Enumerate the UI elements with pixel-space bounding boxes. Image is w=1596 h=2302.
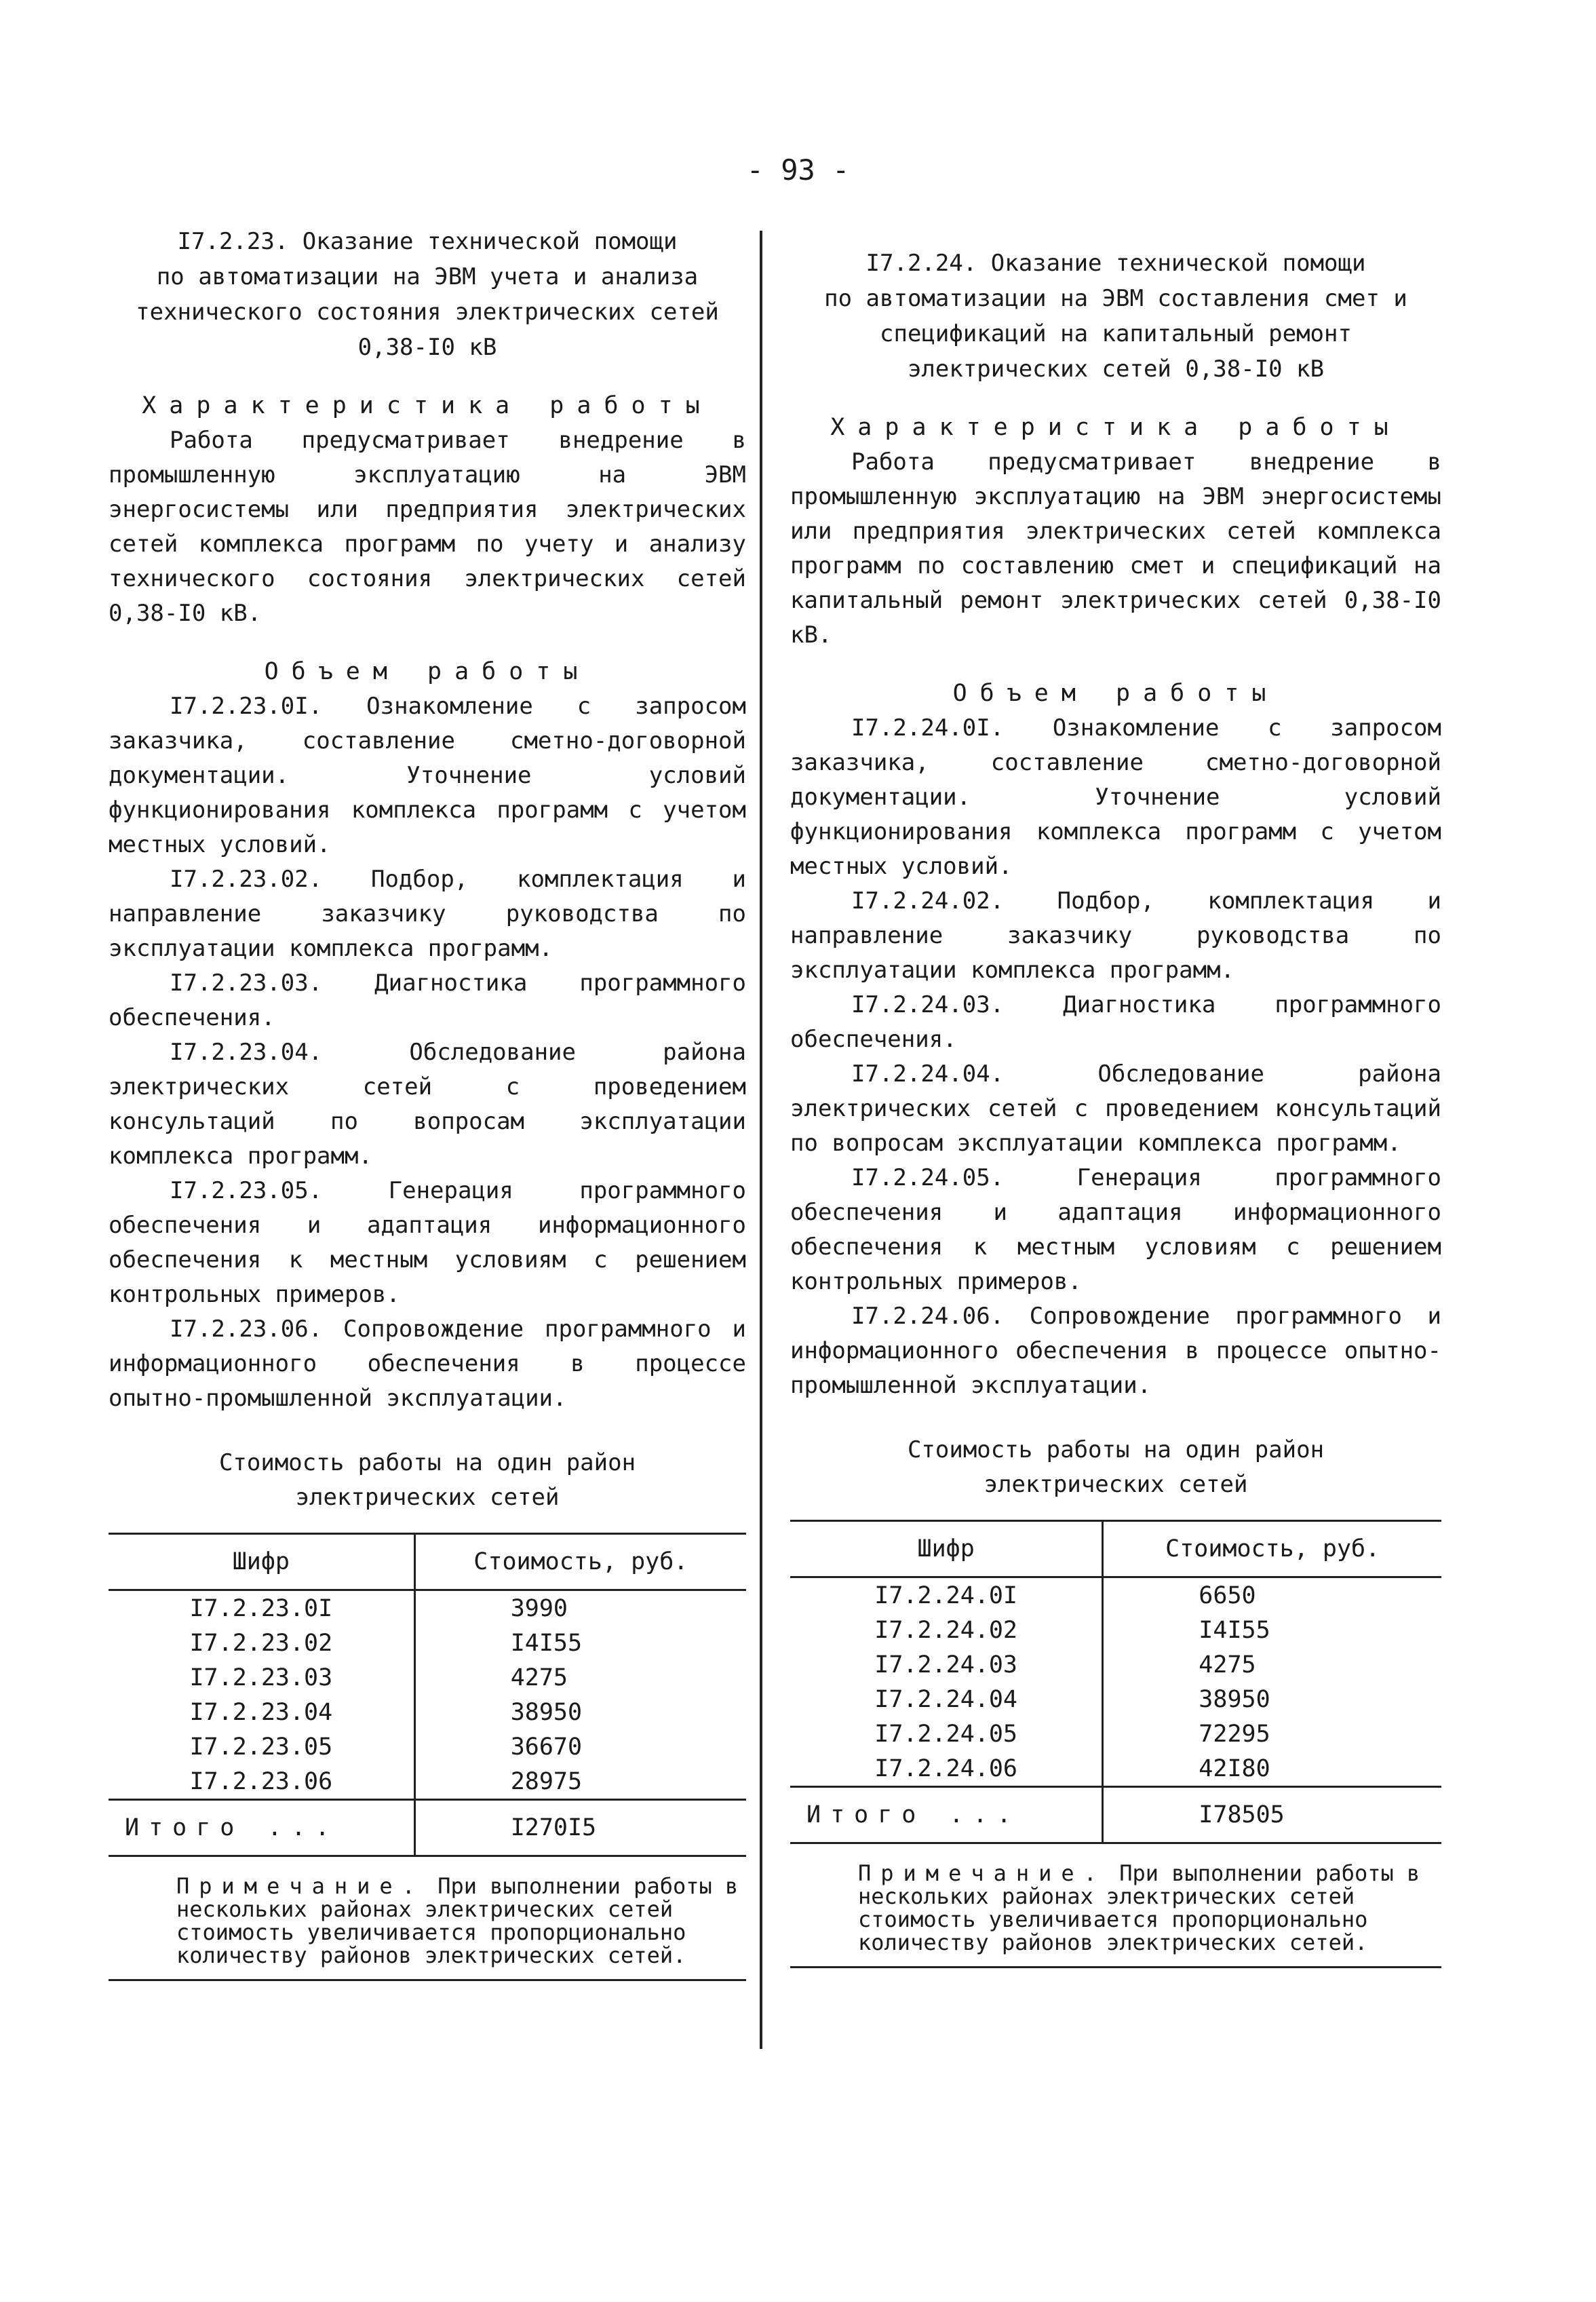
row-cost: 42I80 bbox=[1103, 1751, 1441, 1787]
characteristic-heading: Характеристика работы bbox=[142, 392, 713, 419]
table-row bbox=[790, 1577, 1441, 1613]
total-value: I78505 bbox=[1103, 1787, 1441, 1843]
row-cost: I4I55 bbox=[1199, 1616, 1270, 1644]
scope-list bbox=[109, 689, 746, 1416]
header-cost: Стоимость, руб. bbox=[1103, 1521, 1441, 1577]
row-code: I7.2.23.0I bbox=[109, 1590, 414, 1626]
scope-item: I7.2.24.02. Подбор, комплектация и направление заказчику руководства по эксплуатации комплекса программ. bbox=[790, 887, 1441, 984]
row-cost: 36670 bbox=[510, 1733, 583, 1761]
row-code: I7.2.24.04 bbox=[790, 1682, 1103, 1716]
caption-line: Стоимость работы на один район bbox=[218, 1449, 636, 1476]
row-cost: 3990 bbox=[510, 1594, 568, 1622]
scope-item: I7.2.23.03. Диагностика программного обеспечения. bbox=[109, 970, 746, 1031]
row-cost: I4I55 bbox=[510, 1629, 583, 1657]
total-value: I270I5 bbox=[414, 1800, 746, 1856]
header-code: Шифр bbox=[109, 1534, 414, 1590]
title-line: технического состояния электрических сетей bbox=[136, 299, 719, 326]
scope-heading: Объем работы bbox=[264, 658, 591, 685]
scope-heading: Объем работы bbox=[952, 680, 1279, 707]
column-divider bbox=[760, 231, 762, 2049]
row-cost: 4275 bbox=[1199, 1651, 1256, 1678]
row-code: I7.2.24.0I bbox=[790, 1577, 1103, 1613]
caption-line: электрических сетей bbox=[295, 1484, 560, 1511]
table-row bbox=[790, 1682, 1441, 1716]
row-code: I7.2.24.06 bbox=[790, 1751, 1103, 1787]
left-column bbox=[109, 224, 746, 1981]
title-line: спецификаций на капитальный ремонт bbox=[880, 320, 1352, 347]
row-code: I7.2.23.03 bbox=[109, 1660, 414, 1695]
scope-item: I7.2.23.06. Сопровождение программного и информационного обеспечения в процессе опытно-промышленной эксплуатации. bbox=[109, 1316, 746, 1412]
table-caption bbox=[790, 1433, 1441, 1502]
header-code: Шифр bbox=[790, 1521, 1103, 1577]
row-code: I7.2.23.02 bbox=[109, 1626, 414, 1660]
title-line: 0,38-I0 кВ bbox=[357, 334, 497, 361]
row-code: I7.2.24.03 bbox=[790, 1647, 1103, 1682]
table-header-row bbox=[790, 1521, 1441, 1577]
table-row bbox=[109, 1695, 746, 1729]
note-label: Примечание. bbox=[176, 1873, 425, 1899]
caption-line: электрических сетей bbox=[984, 1471, 1248, 1498]
row-code: I7.2.23.04 bbox=[109, 1695, 414, 1729]
title-line: I7.2.24. Оказание технической помощи bbox=[865, 250, 1366, 277]
table-header-row bbox=[109, 1534, 746, 1590]
note-text: При выполнении работы в нескольких районах электрических сетей стоимость увеличивается пропорционально количеству районов электрических сетей. bbox=[858, 1860, 1420, 1955]
characteristic-text: Работа предусматривает внедрение в промышленную эксплуатацию на ЭВМ энергосистемы или предприятия электрических сетей комплекса программ по учету и анализу технического состояния электрических сетей 0,38-I0 кВ. bbox=[109, 427, 746, 627]
note bbox=[790, 1862, 1441, 1968]
section-title bbox=[790, 246, 1441, 387]
table-row bbox=[790, 1751, 1441, 1787]
cost-table bbox=[790, 1520, 1441, 1844]
note bbox=[109, 1875, 746, 1981]
row-cost: 6650 bbox=[1199, 1581, 1256, 1609]
table-row bbox=[109, 1626, 746, 1660]
table-row bbox=[109, 1729, 746, 1764]
caption-line: Стоимость работы на один район bbox=[907, 1436, 1325, 1463]
total-row bbox=[109, 1800, 746, 1856]
row-cost: 28975 bbox=[414, 1764, 746, 1800]
total-row bbox=[790, 1787, 1441, 1843]
row-cost: 4275 bbox=[510, 1664, 568, 1691]
characteristic-heading: Характеристика работы bbox=[830, 414, 1401, 441]
table-row bbox=[109, 1590, 746, 1626]
scope-item: I7.2.23.04. Обследование района электрических сетей с проведением консультаций по вопросам эксплуатации комплекса программ. bbox=[109, 1039, 746, 1170]
scope-item: I7.2.23.0I. Ознакомление с запросом заказчика, составление сметно-договорной документации. Уточнение условий функционирования комплекса программ с учетом местных условий. bbox=[109, 693, 746, 858]
table-row bbox=[790, 1716, 1441, 1751]
cost-table bbox=[109, 1533, 746, 1857]
scope-item: I7.2.24.04. Обследование района электрических сетей с проведением консультаций по вопросам эксплуатации комплекса программ. bbox=[790, 1060, 1441, 1157]
total-label: Итого ... bbox=[109, 1800, 414, 1856]
table-caption bbox=[109, 1446, 746, 1515]
scope-item: I7.2.24.05. Генерация программного обеспечения и адаптация информационного обеспечения к местным условиям с решением контрольных примеров. bbox=[790, 1164, 1441, 1295]
title-line: электрических сетей 0,38-I0 кВ bbox=[907, 356, 1325, 383]
scope-item: I7.2.24.06. Сопровождение программного и информационного обеспечения в процессе опытно-промышленной эксплуатации. bbox=[790, 1303, 1441, 1399]
table-row bbox=[790, 1613, 1441, 1647]
scope-list bbox=[790, 711, 1441, 1403]
row-code: I7.2.24.05 bbox=[790, 1716, 1103, 1751]
title-line: по автоматизации на ЭВМ учета и анализа bbox=[156, 263, 699, 290]
row-code: I7.2.23.06 bbox=[109, 1764, 414, 1800]
title-line: по автоматизации на ЭВМ составления смет и bbox=[824, 285, 1407, 312]
section-title bbox=[109, 224, 746, 365]
header-cost: Стоимость, руб. bbox=[414, 1534, 746, 1590]
row-cost: 38950 bbox=[1199, 1685, 1270, 1713]
scope-item: I7.2.23.05. Генерация программного обеспечения и адаптация информационного обеспечения к местным условиям с решением контрольных примеров. bbox=[109, 1177, 746, 1308]
row-code: I7.2.24.02 bbox=[790, 1613, 1103, 1647]
scope-item: I7.2.24.03. Диагностика программного обеспечения. bbox=[790, 991, 1441, 1053]
page-number: - 93 - bbox=[746, 153, 850, 187]
note-text: При выполнении работы в нескольких районах электрических сетей стоимость увеличивается пропорционально количеству районов электрических сетей. bbox=[176, 1873, 739, 1968]
table-row bbox=[790, 1647, 1441, 1682]
title-line: I7.2.23. Оказание технической помощи bbox=[177, 228, 678, 255]
right-column bbox=[790, 246, 1441, 1968]
row-cost: 38950 bbox=[510, 1698, 583, 1726]
total-label: Итого ... bbox=[790, 1787, 1103, 1843]
row-code: I7.2.23.05 bbox=[109, 1729, 414, 1764]
scope-item: I7.2.24.0I. Ознакомление с запросом заказчика, составление сметно-договорной документации. Уточнение условий функционирования комплекса программ с учетом местных условий. bbox=[790, 714, 1441, 880]
row-cost: 72295 bbox=[1199, 1720, 1270, 1748]
characteristic-text: Работа предусматривает внедрение в промышленную эксплуатацию на ЭВМ энергосистемы или предприятия электрических сетей комплекса программ по составлению смет и спецификаций на капитальный ремонт электрических сетей 0,38-I0 кВ. bbox=[790, 448, 1441, 649]
note-label: Примечание. bbox=[858, 1860, 1106, 1886]
table-row bbox=[109, 1660, 746, 1695]
scope-item: I7.2.23.02. Подбор, комплектация и направление заказчику руководства по эксплуатации комплекса программ. bbox=[109, 866, 746, 962]
table-row bbox=[109, 1764, 746, 1800]
